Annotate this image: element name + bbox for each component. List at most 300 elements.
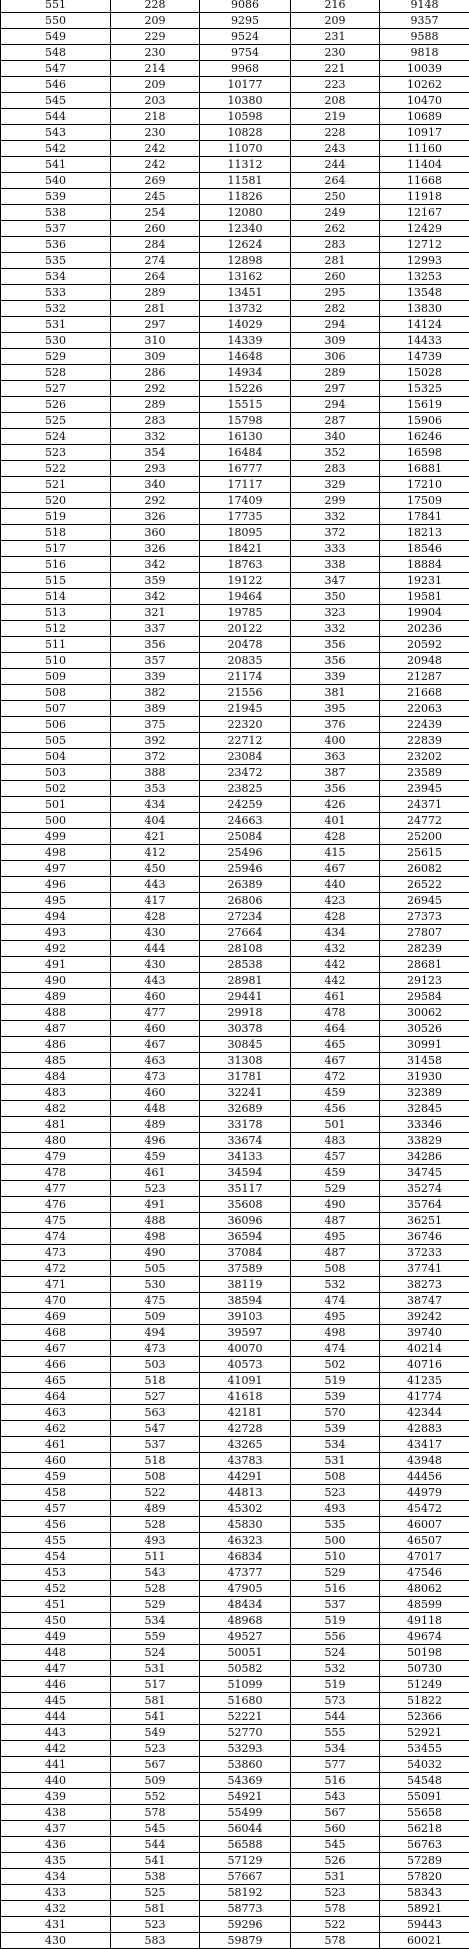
count-b-cell: 467 bbox=[291, 1053, 380, 1069]
count-a-cell: 489 bbox=[111, 1117, 200, 1133]
cumulative-a-cell: 18421 bbox=[200, 541, 291, 557]
count-a-cell: 388 bbox=[111, 765, 200, 781]
count-b-cell: 281 bbox=[291, 253, 380, 269]
table-row bbox=[1, 461, 469, 477]
count-a-cell: 430 bbox=[111, 957, 200, 973]
count-a-cell: 340 bbox=[111, 477, 200, 493]
score-cell: 468 bbox=[1, 1325, 111, 1341]
table-row bbox=[1, 1501, 469, 1517]
table-row bbox=[1, 749, 469, 765]
cumulative-a-cell: 20835 bbox=[200, 653, 291, 669]
cumulative-a-cell: 19464 bbox=[200, 589, 291, 605]
cumulative-a-cell: 55499 bbox=[200, 1805, 291, 1821]
count-a-cell: 392 bbox=[111, 733, 200, 749]
score-cell: 476 bbox=[1, 1197, 111, 1213]
score-cell: 440 bbox=[1, 1773, 111, 1789]
count-a-cell: 518 bbox=[111, 1453, 200, 1469]
count-b-cell: 545 bbox=[291, 1837, 380, 1853]
cumulative-a-cell: 46834 bbox=[200, 1549, 291, 1565]
count-a-cell: 289 bbox=[111, 285, 200, 301]
score-cell: 461 bbox=[1, 1437, 111, 1453]
table-row bbox=[1, 253, 469, 269]
cumulative-a-cell: 35608 bbox=[200, 1197, 291, 1213]
table-row bbox=[1, 1165, 469, 1181]
count-b-cell: 356 bbox=[291, 653, 380, 669]
count-a-cell: 321 bbox=[111, 605, 200, 621]
cumulative-a-cell: 47905 bbox=[200, 1581, 291, 1597]
cumulative-b-cell: 25200 bbox=[380, 829, 469, 845]
table-row bbox=[1, 1261, 469, 1277]
score-cell: 447 bbox=[1, 1661, 111, 1677]
table-row bbox=[1, 1389, 469, 1405]
cumulative-a-cell: 33178 bbox=[200, 1117, 291, 1133]
count-b-cell: 531 bbox=[291, 1869, 380, 1885]
count-a-cell: 538 bbox=[111, 1869, 200, 1885]
count-b-cell: 498 bbox=[291, 1325, 380, 1341]
count-a-cell: 491 bbox=[111, 1197, 200, 1213]
cumulative-b-cell: 12429 bbox=[380, 221, 469, 237]
score-cell: 470 bbox=[1, 1293, 111, 1309]
cumulative-b-cell: 10039 bbox=[380, 61, 469, 77]
cumulative-b-cell: 29584 bbox=[380, 989, 469, 1005]
table-row bbox=[1, 1101, 469, 1117]
count-b-cell: 376 bbox=[291, 717, 380, 733]
count-b-cell: 426 bbox=[291, 797, 380, 813]
cumulative-a-cell: 36096 bbox=[200, 1213, 291, 1229]
cumulative-b-cell: 18884 bbox=[380, 557, 469, 573]
cumulative-a-cell: 10598 bbox=[200, 109, 291, 125]
score-cell: 516 bbox=[1, 557, 111, 573]
cumulative-b-cell: 32845 bbox=[380, 1101, 469, 1117]
score-cell: 519 bbox=[1, 509, 111, 525]
cumulative-a-cell: 39597 bbox=[200, 1325, 291, 1341]
cumulative-b-cell: 41774 bbox=[380, 1389, 469, 1405]
cumulative-a-cell: 51099 bbox=[200, 1677, 291, 1693]
cumulative-a-cell: 22320 bbox=[200, 717, 291, 733]
cumulative-b-cell: 59443 bbox=[380, 1917, 469, 1933]
count-a-cell: 339 bbox=[111, 669, 200, 685]
table-row bbox=[1, 829, 469, 845]
score-cell: 479 bbox=[1, 1149, 111, 1165]
count-b-cell: 432 bbox=[291, 941, 380, 957]
count-a-cell: 448 bbox=[111, 1101, 200, 1117]
cumulative-a-cell: 21556 bbox=[200, 685, 291, 701]
score-cell: 481 bbox=[1, 1117, 111, 1133]
table-row bbox=[1, 397, 469, 413]
count-b-cell: 347 bbox=[291, 573, 380, 589]
score-cell: 494 bbox=[1, 909, 111, 925]
table-row bbox=[1, 1181, 469, 1197]
count-a-cell: 230 bbox=[111, 45, 200, 61]
cumulative-a-cell: 39103 bbox=[200, 1309, 291, 1325]
count-a-cell: 218 bbox=[111, 109, 200, 125]
count-a-cell: 389 bbox=[111, 701, 200, 717]
cumulative-a-cell: 11826 bbox=[200, 189, 291, 205]
table-row bbox=[1, 333, 469, 349]
score-cell: 450 bbox=[1, 1613, 111, 1629]
count-a-cell: 326 bbox=[111, 509, 200, 525]
count-a-cell: 552 bbox=[111, 1789, 200, 1805]
count-a-cell: 357 bbox=[111, 653, 200, 669]
cumulative-b-cell: 17509 bbox=[380, 493, 469, 509]
cumulative-b-cell: 33829 bbox=[380, 1133, 469, 1149]
table-row bbox=[1, 1757, 469, 1773]
count-a-cell: 523 bbox=[111, 1741, 200, 1757]
score-cell: 432 bbox=[1, 1901, 111, 1917]
count-a-cell: 245 bbox=[111, 189, 200, 205]
table-row bbox=[1, 1133, 469, 1149]
cumulative-b-cell: 22839 bbox=[380, 733, 469, 749]
count-a-cell: 360 bbox=[111, 525, 200, 541]
cumulative-b-cell: 9588 bbox=[380, 29, 469, 45]
table-row bbox=[1, 1213, 469, 1229]
count-a-cell: 214 bbox=[111, 61, 200, 77]
cumulative-b-cell: 35764 bbox=[380, 1197, 469, 1213]
count-b-cell: 356 bbox=[291, 781, 380, 797]
table-row bbox=[1, 1917, 469, 1933]
score-cell: 520 bbox=[1, 493, 111, 509]
count-a-cell: 434 bbox=[111, 797, 200, 813]
score-cell: 484 bbox=[1, 1069, 111, 1085]
count-b-cell: 289 bbox=[291, 365, 380, 381]
cumulative-a-cell: 29441 bbox=[200, 989, 291, 1005]
score-cell: 498 bbox=[1, 845, 111, 861]
count-a-cell: 527 bbox=[111, 1389, 200, 1405]
cumulative-b-cell: 17210 bbox=[380, 477, 469, 493]
count-b-cell: 223 bbox=[291, 77, 380, 93]
table-row bbox=[1, 381, 469, 397]
count-a-cell: 342 bbox=[111, 589, 200, 605]
cumulative-a-cell: 57129 bbox=[200, 1853, 291, 1869]
table-row bbox=[1, 989, 469, 1005]
cumulative-a-cell: 28538 bbox=[200, 957, 291, 973]
count-a-cell: 461 bbox=[111, 1165, 200, 1181]
count-b-cell: 531 bbox=[291, 1453, 380, 1469]
count-b-cell: 339 bbox=[291, 669, 380, 685]
count-b-cell: 294 bbox=[291, 317, 380, 333]
count-b-cell: 283 bbox=[291, 237, 380, 253]
cumulative-b-cell: 37741 bbox=[380, 1261, 469, 1277]
count-b-cell: 483 bbox=[291, 1133, 380, 1149]
table-row bbox=[1, 637, 469, 653]
count-b-cell: 464 bbox=[291, 1021, 380, 1037]
table-row bbox=[1, 1357, 469, 1373]
score-cell: 529 bbox=[1, 349, 111, 365]
cumulative-a-cell: 28108 bbox=[200, 941, 291, 957]
count-b-cell: 544 bbox=[291, 1709, 380, 1725]
cumulative-a-cell: 12080 bbox=[200, 205, 291, 221]
score-cell: 485 bbox=[1, 1053, 111, 1069]
cumulative-a-cell: 40573 bbox=[200, 1357, 291, 1373]
table-row bbox=[1, 925, 469, 941]
count-b-cell: 487 bbox=[291, 1245, 380, 1261]
cumulative-a-cell: 25946 bbox=[200, 861, 291, 877]
cumulative-b-cell: 54032 bbox=[380, 1757, 469, 1773]
cumulative-a-cell: 16130 bbox=[200, 429, 291, 445]
count-a-cell: 505 bbox=[111, 1261, 200, 1277]
count-b-cell: 387 bbox=[291, 765, 380, 781]
cumulative-b-cell: 41235 bbox=[380, 1373, 469, 1389]
count-b-cell: 209 bbox=[291, 13, 380, 29]
cumulative-a-cell: 38594 bbox=[200, 1293, 291, 1309]
cumulative-b-cell: 57289 bbox=[380, 1853, 469, 1869]
cumulative-a-cell: 9968 bbox=[200, 61, 291, 77]
table-row bbox=[1, 541, 469, 557]
cumulative-a-cell: 45830 bbox=[200, 1517, 291, 1533]
cumulative-b-cell: 42344 bbox=[380, 1405, 469, 1421]
cumulative-b-cell: 10470 bbox=[380, 93, 469, 109]
table-row bbox=[1, 125, 469, 141]
score-cell: 543 bbox=[1, 125, 111, 141]
table-row bbox=[1, 1709, 469, 1725]
score-cell: 469 bbox=[1, 1309, 111, 1325]
score-cell: 512 bbox=[1, 621, 111, 637]
count-b-cell: 461 bbox=[291, 989, 380, 1005]
cumulative-a-cell: 10828 bbox=[200, 125, 291, 141]
count-b-cell: 423 bbox=[291, 893, 380, 909]
table-row bbox=[1, 189, 469, 205]
cumulative-a-cell: 38119 bbox=[200, 1277, 291, 1293]
count-b-cell: 493 bbox=[291, 1501, 380, 1517]
count-b-cell: 560 bbox=[291, 1821, 380, 1837]
cumulative-a-cell: 40070 bbox=[200, 1341, 291, 1357]
count-a-cell: 530 bbox=[111, 1277, 200, 1293]
score-cell: 499 bbox=[1, 829, 111, 845]
count-b-cell: 510 bbox=[291, 1549, 380, 1565]
table-row bbox=[1, 1821, 469, 1837]
score-cell: 444 bbox=[1, 1709, 111, 1725]
table-row bbox=[1, 1517, 469, 1533]
count-a-cell: 583 bbox=[111, 1933, 200, 1949]
count-a-cell: 494 bbox=[111, 1325, 200, 1341]
count-a-cell: 528 bbox=[111, 1581, 200, 1597]
score-cell: 504 bbox=[1, 749, 111, 765]
score-cell: 500 bbox=[1, 813, 111, 829]
cumulative-b-cell: 36251 bbox=[380, 1213, 469, 1229]
cumulative-b-cell: 9148 bbox=[380, 0, 469, 13]
count-b-cell: 306 bbox=[291, 349, 380, 365]
cumulative-a-cell: 24663 bbox=[200, 813, 291, 829]
cumulative-b-cell: 44979 bbox=[380, 1485, 469, 1501]
count-a-cell: 443 bbox=[111, 973, 200, 989]
score-cell: 527 bbox=[1, 381, 111, 397]
score-cell: 467 bbox=[1, 1341, 111, 1357]
cumulative-b-cell: 31930 bbox=[380, 1069, 469, 1085]
count-b-cell: 332 bbox=[291, 509, 380, 525]
cumulative-b-cell: 25615 bbox=[380, 845, 469, 861]
cumulative-a-cell: 16484 bbox=[200, 445, 291, 461]
cumulative-a-cell: 26806 bbox=[200, 893, 291, 909]
table-row bbox=[1, 1565, 469, 1581]
count-b-cell: 249 bbox=[291, 205, 380, 221]
cumulative-a-cell: 15515 bbox=[200, 397, 291, 413]
cumulative-a-cell: 15226 bbox=[200, 381, 291, 397]
score-cell: 537 bbox=[1, 221, 111, 237]
score-cell: 545 bbox=[1, 93, 111, 109]
cumulative-a-cell: 14029 bbox=[200, 317, 291, 333]
table-row bbox=[1, 221, 469, 237]
score-cell: 517 bbox=[1, 541, 111, 557]
table-row bbox=[1, 957, 469, 973]
cumulative-a-cell: 13162 bbox=[200, 269, 291, 285]
table-row bbox=[1, 429, 469, 445]
table-row bbox=[1, 1245, 469, 1261]
score-cell: 540 bbox=[1, 173, 111, 189]
cumulative-a-cell: 31781 bbox=[200, 1069, 291, 1085]
count-b-cell: 534 bbox=[291, 1741, 380, 1757]
count-b-cell: 556 bbox=[291, 1629, 380, 1645]
table-row bbox=[1, 669, 469, 685]
count-b-cell: 523 bbox=[291, 1885, 380, 1901]
count-a-cell: 567 bbox=[111, 1757, 200, 1773]
cumulative-a-cell: 25496 bbox=[200, 845, 291, 861]
count-a-cell: 549 bbox=[111, 1725, 200, 1741]
table-row bbox=[1, 877, 469, 893]
cumulative-b-cell: 58921 bbox=[380, 1901, 469, 1917]
count-b-cell: 523 bbox=[291, 1485, 380, 1501]
cumulative-b-cell: 12167 bbox=[380, 205, 469, 221]
count-a-cell: 509 bbox=[111, 1773, 200, 1789]
table-row bbox=[1, 1085, 469, 1101]
table-row bbox=[1, 1373, 469, 1389]
cumulative-a-cell: 46323 bbox=[200, 1533, 291, 1549]
cumulative-b-cell: 31458 bbox=[380, 1053, 469, 1069]
table-row bbox=[1, 141, 469, 157]
cumulative-b-cell: 55658 bbox=[380, 1805, 469, 1821]
count-b-cell: 465 bbox=[291, 1037, 380, 1053]
table-row bbox=[1, 1293, 469, 1309]
cumulative-b-cell: 54548 bbox=[380, 1773, 469, 1789]
cumulative-b-cell: 30991 bbox=[380, 1037, 469, 1053]
score-cell: 463 bbox=[1, 1405, 111, 1421]
score-cell: 548 bbox=[1, 45, 111, 61]
score-cell: 489 bbox=[1, 989, 111, 1005]
count-b-cell: 243 bbox=[291, 141, 380, 157]
count-a-cell: 518 bbox=[111, 1373, 200, 1389]
table-row bbox=[1, 509, 469, 525]
cumulative-b-cell: 49118 bbox=[380, 1613, 469, 1629]
score-cell: 531 bbox=[1, 317, 111, 333]
cumulative-b-cell: 15619 bbox=[380, 397, 469, 413]
cumulative-b-cell: 26082 bbox=[380, 861, 469, 877]
cumulative-b-cell: 48599 bbox=[380, 1597, 469, 1613]
count-a-cell: 404 bbox=[111, 813, 200, 829]
cumulative-a-cell: 26389 bbox=[200, 877, 291, 893]
count-b-cell: 456 bbox=[291, 1101, 380, 1117]
cumulative-a-cell: 18095 bbox=[200, 525, 291, 541]
score-cell: 457 bbox=[1, 1501, 111, 1517]
table-row bbox=[1, 1277, 469, 1293]
cumulative-b-cell: 12993 bbox=[380, 253, 469, 269]
count-b-cell: 297 bbox=[291, 381, 380, 397]
score-cell: 448 bbox=[1, 1645, 111, 1661]
cumulative-b-cell: 35274 bbox=[380, 1181, 469, 1197]
score-cell: 534 bbox=[1, 269, 111, 285]
cumulative-a-cell: 27234 bbox=[200, 909, 291, 925]
count-b-cell: 459 bbox=[291, 1085, 380, 1101]
cumulative-b-cell: 56763 bbox=[380, 1837, 469, 1853]
cumulative-b-cell: 43417 bbox=[380, 1437, 469, 1453]
cumulative-b-cell: 19581 bbox=[380, 589, 469, 605]
cumulative-b-cell: 42883 bbox=[380, 1421, 469, 1437]
count-b-cell: 539 bbox=[291, 1389, 380, 1405]
cumulative-b-cell: 27373 bbox=[380, 909, 469, 925]
table-row bbox=[1, 1309, 469, 1325]
cumulative-b-cell: 26522 bbox=[380, 877, 469, 893]
cumulative-b-cell: 37233 bbox=[380, 1245, 469, 1261]
table-row bbox=[1, 1453, 469, 1469]
cumulative-a-cell: 59296 bbox=[200, 1917, 291, 1933]
count-a-cell: 547 bbox=[111, 1421, 200, 1437]
table-row bbox=[1, 13, 469, 29]
count-b-cell: 529 bbox=[291, 1565, 380, 1581]
cumulative-b-cell: 30062 bbox=[380, 1005, 469, 1021]
count-b-cell: 221 bbox=[291, 61, 380, 77]
table-row bbox=[1, 605, 469, 621]
cumulative-b-cell: 60021 bbox=[380, 1933, 469, 1949]
cumulative-a-cell: 56044 bbox=[200, 1821, 291, 1837]
count-b-cell: 534 bbox=[291, 1437, 380, 1453]
count-b-cell: 495 bbox=[291, 1229, 380, 1245]
count-a-cell: 467 bbox=[111, 1037, 200, 1053]
count-a-cell: 430 bbox=[111, 925, 200, 941]
cumulative-b-cell: 11668 bbox=[380, 173, 469, 189]
cumulative-a-cell: 13451 bbox=[200, 285, 291, 301]
table-row bbox=[1, 1533, 469, 1549]
cumulative-b-cell: 51249 bbox=[380, 1677, 469, 1693]
table-row bbox=[1, 1437, 469, 1453]
count-b-cell: 459 bbox=[291, 1165, 380, 1181]
count-b-cell: 216 bbox=[291, 0, 380, 13]
cumulative-b-cell: 52366 bbox=[380, 1709, 469, 1725]
score-cell: 525 bbox=[1, 413, 111, 429]
count-b-cell: 472 bbox=[291, 1069, 380, 1085]
count-b-cell: 244 bbox=[291, 157, 380, 173]
score-cell: 544 bbox=[1, 109, 111, 125]
table-row bbox=[1, 781, 469, 797]
cumulative-b-cell: 22439 bbox=[380, 717, 469, 733]
score-cell: 502 bbox=[1, 781, 111, 797]
count-a-cell: 293 bbox=[111, 461, 200, 477]
count-a-cell: 337 bbox=[111, 621, 200, 637]
table-row bbox=[1, 1645, 469, 1661]
table-row bbox=[1, 1853, 469, 1869]
count-b-cell: 338 bbox=[291, 557, 380, 573]
cumulative-a-cell: 14934 bbox=[200, 365, 291, 381]
cumulative-b-cell: 43948 bbox=[380, 1453, 469, 1469]
table-row bbox=[1, 1117, 469, 1133]
score-cell: 472 bbox=[1, 1261, 111, 1277]
cumulative-a-cell: 23825 bbox=[200, 781, 291, 797]
count-b-cell: 219 bbox=[291, 109, 380, 125]
cumulative-b-cell: 14739 bbox=[380, 349, 469, 365]
cumulative-a-cell: 9295 bbox=[200, 13, 291, 29]
table-row bbox=[1, 1037, 469, 1053]
count-a-cell: 559 bbox=[111, 1629, 200, 1645]
score-cell: 528 bbox=[1, 365, 111, 381]
score-cell: 437 bbox=[1, 1821, 111, 1837]
score-cell: 497 bbox=[1, 861, 111, 877]
cumulative-a-cell: 43783 bbox=[200, 1453, 291, 1469]
count-b-cell: 532 bbox=[291, 1661, 380, 1677]
score-cell: 442 bbox=[1, 1741, 111, 1757]
count-b-cell: 400 bbox=[291, 733, 380, 749]
table-row bbox=[1, 765, 469, 781]
count-a-cell: 541 bbox=[111, 1709, 200, 1725]
count-b-cell: 208 bbox=[291, 93, 380, 109]
count-a-cell: 508 bbox=[111, 1469, 200, 1485]
cumulative-b-cell: 13548 bbox=[380, 285, 469, 301]
